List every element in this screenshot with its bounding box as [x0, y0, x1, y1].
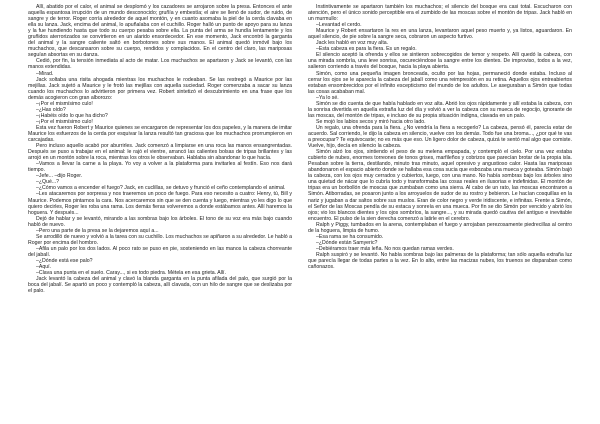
- paragraph: Se arrodilló de nuevo y volvió a la tarea con su cuchillo. Los muchachos se apiñaron a su alrededor. Le habló a Roger por encima del hombro.: [28, 233, 292, 246]
- paragraph: Se mojó los labios secos y miró hacia otro lado.: [316, 118, 426, 125]
- paragraph: –¿Dónde están Samyeric?: [316, 239, 378, 246]
- paragraph: –Pero una parte de la presa se la dejaremos aquí a...: [36, 227, 159, 234]
- paragraph: Jack soltaba una risita ahogada mientras los muchachos le rodeaban. Se las restregó a Maurice por las mejillas. Jack sujetó a Maurice y le frotó las mejillas con aquella suciedad. Roger comenzaba a sacar su lanza cuando los muchachos lo advirtieron por primera vez. Robert sintetizó el descubrimiento en una frase que los demás acogieron con gran alborozo:: [28, 76, 292, 101]
- paragraph: –Aquí.: [36, 264, 51, 271]
- paragraph: Un regalo, una ofrenda para la fiera. ¿No vendría la fiera a recogerlo? La cabeza, pensó él, parecía estar de acuerdo. Sal corriendo, le dijo la cabeza en silencio, vuelve con los demás. Todo fue una broma..., ¿por qué te vas a preocupar? Te equivocaste; no es más que eso. Un ligero dolor de cabeza, quizá te sentó mal algo que comiste. Vuelve, hijo, decía en silencio la cabeza.: [308, 124, 572, 150]
- paragraph: –¡Por el mismísimo culo!: [36, 100, 93, 107]
- paragraph: –Vamos a llevar la carne a la playa. Yo voy a volver a la plataforma para invitarles al festín. Eso nos dará tiempo.: [28, 161, 292, 174]
- paragraph: Simón se dio cuenta de que había hablado en voz alta. Abrió los ojos rápidamente y allí estaba la cabeza, con la sonrisa divertida en aquella extraña luz del día y volvió a ver la cabeza con su mueca de regocijo, ignorante de las moscas, del montón de tripas, e incluso de su propia situación indigna, clavada en un palo.: [308, 100, 572, 119]
- paragraph: –Afila un palo por los dos lados. Al poco rato se puso en pie, sosteniendo en las manos la cabeza chorreante del jabalí.: [28, 245, 292, 258]
- paragraph: Jack les habló en voz muy alta.: [316, 40, 389, 47]
- paragraph: Cedió, por fin, la tensión inmediata al acto de matar. Los muchachos se apartaron y Jack se levantó, con las manos extendidas.: [28, 58, 292, 71]
- paragraph: Dejó de hablar y se levantó, mirando a las sombras bajo los árboles. El tono de su voz era más bajo cuando habló de nuevo.: [28, 215, 292, 228]
- paragraph: –¿Cómo vamos a encender el fuego? Jack, en cuclillas, se detuvo y frunció el ceño contemplando el animal.: [36, 185, 286, 192]
- paragraph: –Jefe... –dijo Roger.: [36, 173, 83, 180]
- left-text-column: [28, 4, 292, 420]
- paragraph: –Les atacaremos por sorpresa y nos traeremos un poco de fuego. Para eso necesito a cuatro: Henry, tú, Bill y Maurice. Podemos pintarnos la cara. Nos acercaremos sin que se den cuenta y luego, mientras yo les digo lo que quiero decirles, Roger les roba una rama. Los demás fieras volveremos a donde estábamos antes. Allí haremos la hoguera. Y después...: [28, 191, 292, 216]
- paragraph: –Ya lo sé.: [316, 94, 339, 101]
- right-text-column: [308, 4, 572, 420]
- paragraph: –¿Qué...?: [36, 179, 60, 186]
- paragraph: –Clava una punta en el suelo. Caray..., si es todo piedra. Métela en esa grieta. Allí.: [36, 270, 226, 277]
- paragraph: –¿Has oído?: [36, 106, 66, 113]
- paragraph: Pero incluso aquello acabó por aburrirles. Jack comenzó a limpiarse en una roca las manos ensangrentadas. Después se puso a trabajar en el animal: le rajó el vientre, arrancó las calientes bolsas de tripas brillantes y las arrojó en un montón sobre la roca, mientras los otros le observaban. Hablaba sin abandonar lo que hacía.: [28, 143, 292, 162]
- paragraph: –Levantad el cerdo.: [316, 22, 362, 29]
- paragraph: Esta vez fueron Robert y Maurice quienes se encargaron de representar los dos papeles, y la manera de imitar Maurice los esfuerzos de la cerda por esquivar la lanza resultó tan graciosa que los muchachos prorrumpieron en carcajadas.: [28, 124, 292, 144]
- paragraph: –Mirad.: [36, 70, 54, 77]
- paragraph: Allí, abatido por el calor, el animal se desplomó y los cazadores se arrojaron sobre la presa. Entonces el ante aquella espantosa irrupción de un mundo desconocido; gruñía y embestía; el aire se llenó de sudor, de ruido, de sangre y de terror. Roger corría alrededor de aquel montón, y en cuanto asomaba la piel de la cerda clavaba en ella su lanza. Jack, encima del animal, lo apuñalaba con el cuchillo. Roger halló un punto de apoyo para su lanza y la fue hundiendo hasta que todo su cuerpo pesaba sobre ella. La punta del arma se hundía lentamente y los gruñidos aterrorizados se convirtieron en un alarido ensordecedor. En ese momento, Jack encontró la garganta del animal y la sangre caliente saltó en borbotones sobre sus manos. El animal quedó inmóvil bajo los muchachos, que descansaron sobre su cuerpo, rendidos y complacidos. En el centro del claro, las mariposas seguían absortas en su danza.: [28, 4, 292, 59]
- paragraph: –¡Habéis oído lo que ha dicho?: [36, 112, 108, 119]
- paragraph: Ralph suspiró y se levantó. No había sombras bajo las palmeras de la plataforma; tan sólo aquella extraña luz que parecía llegar de todas partes a la vez. En lo alto, entre las macizas nubes, los truenos se disparaban como cañonazos.: [308, 251, 572, 271]
- paragraph: Jack levantó la cabeza del animal y clavó la blanda garganta en la punta afilada del palo, que surgió por la boca del jabalí. Se apartó un poco y contempló la cabeza, allí clavada, con un hilo de sangre que se deslizaba por el palo.: [28, 276, 292, 295]
- paragraph: Simón alzó los ojos, sintiendo el peso de su melena empapada, y contempló el cielo. Por una vez estaba cubierto de nubes, enormes torreones de tonos grises, marfileños y cobrizos que parecían brotar de la propia isla. Pesaban sobre la tierra, destilando, minuto tras minuto, aquel opresivo y angustioso calor. Hasta las mariposas abandonaron el espacio abierto donde se hallaba esa cosa sucia que esbozaba una mueca y goteaba. Simón bajó la cabeza, con los ojos muy cerrados y cubiertos, luego, con una mano. No había sombras bajo los árboles sino una quietud de nácar que lo cubría todo y transformaba las cosas reales en ilusorias e indefinidas. El montón de tripas era un borbollón de moscas que zumbaban como una sierra. Al cabo de un rato, las moscas encontraron a Simón. Atiborradas, se posaron junto a los arroyuelos de sudor de su rostro y bebieron. Le hacían cosquillas en la nariz y jugaban a dar saltos sobre sus muslos. Eran de color negro y verde iridiscente, e infinitas. Frente a Simón, el Señor de las Moscas pendía de su estaca y sonreía en una mueca. Por fin se dio Simón por vencido y abrió los ojos; vio los blancos dientes y los ojos sombríos, la sangre..., y su mirada quedó cautiva del antiguo e inevitable encuentro. El pulso de la sien derecha comenzó a latirle en el cerebro.: [308, 149, 572, 222]
- paragraph: –Esta cabeza es para la fiera. Es un regalo.: [316, 46, 417, 53]
- paragraph: Simón, como una pequeña imagen bronceada, oculto por las hojas, permaneció donde estaba. Incluso al cerrar los ojos se le aparecía la cabeza del jabalí como una reimpresión en su retina. Aquellos ojos entreabiertos estaban ensombrecidos por el infinito escepticismo del mundo de los adultos. Le aseguraban a Simón que todas las cosas acababan mal.: [308, 70, 572, 95]
- paragraph: –¡Por el mismísimo culo!: [36, 118, 93, 125]
- paragraph: –Debiéramos traer más leña. No nos quedan ramas verdes.: [316, 245, 454, 252]
- paragraph: Ralph y Piggy, tumbados en la arena, contemplaban el fuego y arrojaban perezosamente piedrecillas al centro de la hoguera, limpia de humo.: [308, 221, 572, 234]
- paragraph: Instintivamente se apartaron también los muchachos; el silencio del bosque era casi total. Escucharon con atención, pero el único sonido perceptible era el zumbido de las moscas sobre el montón de tripas. Jack habló en un murmullo:: [308, 4, 572, 23]
- paragraph: –Esa rama se ha consumido.: [316, 233, 384, 240]
- paragraph: –¿Dónde está ese palo?: [36, 257, 93, 264]
- paragraph: Maurice y Robert ensartaron la res en una lanza, levantaron aquel peso muerto y, ya listos, aguardaron. En aquel silencio, de pie sobre la sangre seca, cobraron un aspecto furtivo.: [308, 28, 572, 41]
- paragraph: El silencio aceptó la ofrenda y ellos se sintieron sobrecogidos de temor y respeto. Allí quedó la cabeza, con una mirada sombría, una leve sonrisa, oscureciéndose la sangre entre los dientes. De improviso, todos a la vez, salieron corriendo a través del bosque, hacia la playa abierta.: [308, 52, 572, 71]
